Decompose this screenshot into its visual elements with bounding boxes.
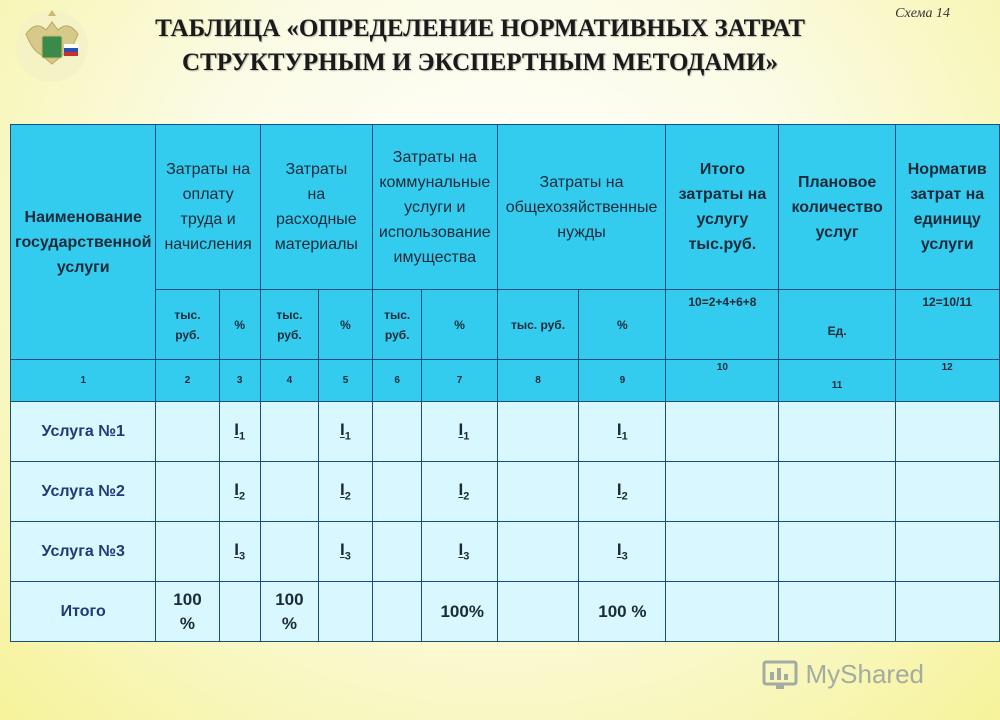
cell-utilities-rub [372,462,422,522]
cell-materials-rub [260,402,318,462]
cell-materials-percent [319,462,373,522]
unit-utilities-percent: % [422,290,497,360]
index-symbol: $I_3$ [340,540,351,563]
cell-general-percent [579,522,666,582]
unit-general-rub: тыс. руб. [497,290,579,360]
cell-materials-percent [319,582,373,642]
total-materials: 100 % [260,582,318,642]
index-cell: 8 [497,360,579,402]
cell-general-percent [579,402,666,462]
index-cell: 2 [156,360,219,402]
cell-planned [779,402,895,462]
index-cell: 11 [779,360,895,402]
col-header-service-name: Наименование государственной услуги [11,125,156,360]
cell-labor-percent [219,462,260,522]
unit-general-percent: % [579,290,666,360]
row-service-name: Услуга №2 [11,462,156,522]
row-service-name: Услуга №3 [11,522,156,582]
index-symbol: $I_1$ [458,420,470,443]
index-symbol: $I_3$ [234,540,246,563]
unit-labor-percent: % [219,290,260,360]
index-cell: 5 [319,360,373,402]
watermark-logo [762,659,925,690]
index-symbol: $I_1$ [616,420,628,443]
units-row [11,290,1000,360]
index-symbol: $I_2$ [234,480,246,503]
total-row [11,582,1000,642]
cell-labor-rub [156,402,219,462]
index-cell: 3 [219,360,260,402]
cell-planned [779,462,895,522]
cell-materials-rub [260,522,318,582]
cell-labor-rub [156,522,219,582]
cell-general-rub [497,402,579,462]
title-line-1: ТАБЛИЦА «ОПРЕДЕЛЕНИЕ НОРМАТИВНЫХ ЗАТРАТ [155,15,805,42]
index-cell: 6 [372,360,422,402]
cell-norm [895,402,999,462]
cell-general-rub [497,462,579,522]
cell-total [666,522,779,582]
total-utilities: 100% [422,582,497,642]
title-line-2: СТРУКТУРНЫМ И ЭКСПЕРТНЫМ МЕТОДАМИ» [181,49,779,76]
unit-utilities-rub: тыс. руб. [372,290,422,360]
table-row [11,462,1000,522]
cell-planned [779,522,895,582]
index-row [11,360,1000,402]
table-row [11,402,1000,462]
index-symbol: $I_3$ [458,540,470,563]
index-cell: 7 [422,360,497,402]
unit-total-formula: 10=2+4+6+8 [666,290,779,360]
total-labor: 100 % [156,582,219,642]
cell-labor-percent [219,582,260,642]
page-title [100,12,860,80]
cell-materials-percent [319,402,373,462]
index-symbol: $I_2$ [458,480,470,503]
index-symbol: $I_2$ [340,480,351,503]
coat-of-arms-emblem [12,6,92,86]
index-symbol: $I_1$ [340,420,351,443]
cell-labor-rub [156,462,219,522]
index-cell: 9 [579,360,666,402]
cell-general-rub [497,522,579,582]
index-cell: 4 [260,360,318,402]
col-header-utilities: Затраты на коммунальные услуги и использование имущества [372,125,497,290]
unit-materials-percent: % [319,290,373,360]
cell-general-rub [497,582,579,642]
unit-planned: Ед. [779,290,895,360]
cell-norm [895,462,999,522]
cell-norm [895,582,999,642]
col-header-total: Итого затраты на услугу тыс.руб. [666,125,779,290]
index-cell: 12 [895,360,999,402]
table-row [11,522,1000,582]
cell-total [666,462,779,522]
cell-utilities-percent [422,462,497,522]
row-service-name: Услуга №1 [11,402,156,462]
cell-labor-percent [219,522,260,582]
cell-utilities-rub [372,402,422,462]
watermark-brand: MyShared [805,659,924,689]
cell-utilities-rub [372,522,422,582]
unit-norm-formula: 12=10/11 [895,290,999,360]
total-row-name: Итого [11,582,156,642]
scheme-label: Схема 14 [895,6,950,21]
index-cell: 1 [11,360,156,402]
cost-table [10,124,1000,642]
col-header-norm: Норматив затрат на единицу услуги [895,125,999,290]
col-header-planned: Плановое количество услуг [779,125,895,290]
header-row [11,125,1000,290]
col-header-materials: Затраты на расходные материалы [260,125,372,290]
col-header-labor: Затраты на оплату труда и начисления [156,125,260,290]
cell-utilities-rub [372,582,422,642]
cell-utilities-percent [422,522,497,582]
cell-norm [895,522,999,582]
cell-planned [779,582,895,642]
cell-materials-percent [319,522,373,582]
unit-materials-rub: тыс. руб. [260,290,318,360]
cell-labor-percent [219,402,260,462]
index-cell: 10 [666,360,779,402]
presentation-icon [762,660,798,690]
cell-general-percent [579,462,666,522]
index-symbol: $I_1$ [234,420,246,443]
index-symbol: $I_3$ [616,540,628,563]
index-symbol: $I_2$ [616,480,628,503]
total-general: 100 % [579,582,666,642]
cell-materials-rub [260,462,318,522]
col-header-general: Затраты на общехозяйственные нужды [497,125,666,290]
cell-utilities-percent [422,402,497,462]
unit-labor-rub: тыс. руб. [156,290,219,360]
cell-total [666,402,779,462]
cell-total [666,582,779,642]
cost-table-container [10,124,1000,642]
